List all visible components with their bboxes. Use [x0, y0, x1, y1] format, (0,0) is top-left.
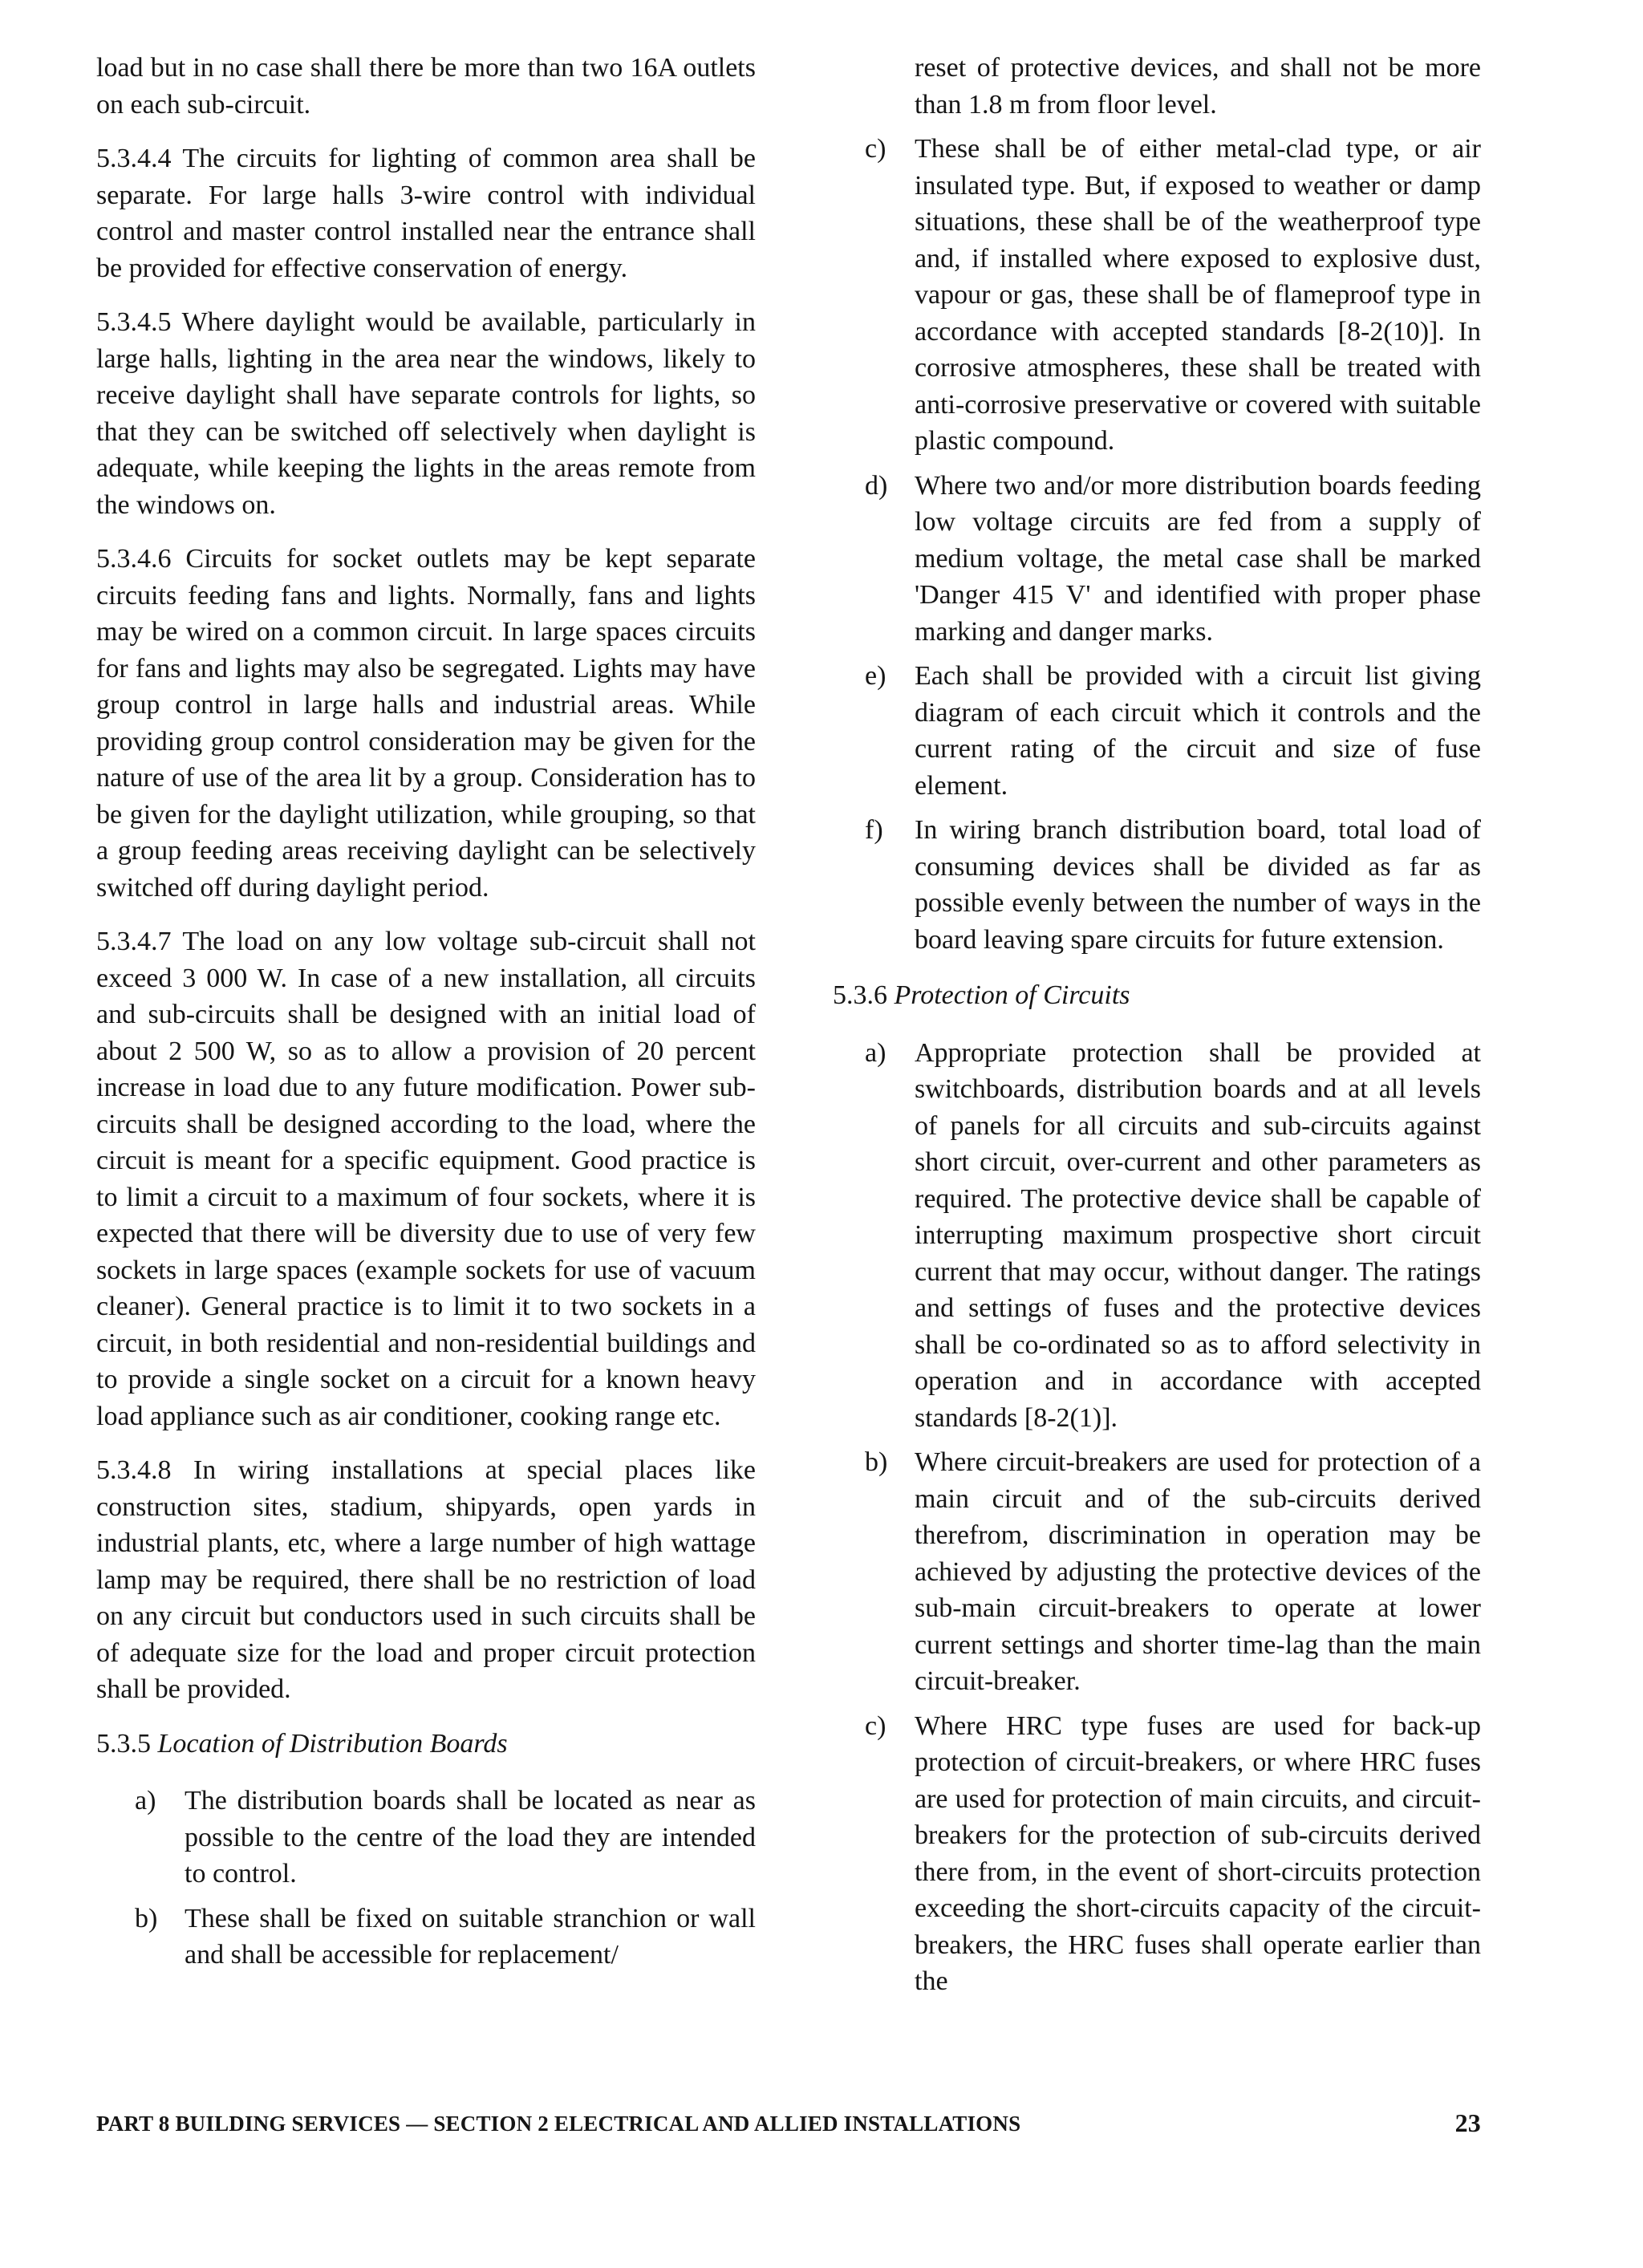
clause-number: 5.3.4.8 [96, 1455, 172, 1485]
clause-5-3-4-7 [96, 923, 756, 1434]
section-number: 5.3.5 [96, 1728, 151, 1759]
list-item-label: a) [135, 1786, 156, 1816]
section-heading-5-3-6 [833, 977, 1481, 1014]
clause-number: 5.3.4.4 [96, 144, 172, 173]
section-5-3-6-list [833, 1035, 1481, 2000]
clause-number: 5.3.4.5 [96, 307, 172, 337]
clause-text: The circuits for lighting of common area shall be separate. For large halls 3-wire control with individual control and master control installed near the entrance shall be provided for effective conservation of energy. [96, 144, 756, 283]
clause-5-3-4-4 [96, 140, 756, 286]
list-item-label: b) [865, 1447, 888, 1477]
section-title: Protection of Circuits [894, 980, 1130, 1010]
list-item [833, 1708, 1481, 2000]
clause-number: 5.3.4.7 [96, 927, 172, 956]
section-number: 5.3.6 [833, 980, 887, 1010]
list-item-text: Where HRC type fuses are used for back-up protection of circuit-breakers, or where HRC fuses are used for protection of main circuits, and circuit-breakers for the protection of sub-circuits derived there from, in the event of short-circuits protection exceeding the short-circuits capacity of the circuit-breakers, the HRC fuses shall operate earlier than the [915, 1710, 1481, 1996]
list-item [833, 131, 1481, 460]
list-item-text: reset of protective devices, and shall not be more than 1.8 m from floor level. [915, 53, 1481, 120]
section-5-3-5-list-continued [833, 50, 1481, 958]
clause-5-3-4-5 [96, 304, 756, 523]
clause-5-3-4-6 [96, 541, 756, 906]
list-item [96, 1901, 756, 1974]
list-item [96, 1783, 756, 1893]
left-column [96, 50, 756, 1993]
clause-text: The load on any low voltage sub-circuit shall not exceed 3 000 W. In case of a new installation, all circuits and sub-circuits shall be designed with an initial load of about 2 500 W, so as to allow a provision of 20 percent increase in load due to any future modification. Power sub-circuits shall be designed according to the load, where the circuit is meant for a specific equipment. Good practice is to limit a circuit to a maximum of four sockets, where it is expected that there will be diversity due to use of very few sockets in large spaces (example sockets for use of vacuum cleaner). General practice is to limit it to two sockets in a circuit, in both residential and non-residential buildings and to provide a single socket on a circuit for a known heavy load appliance such as air conditioner, cooking range etc. [96, 927, 756, 1431]
list-item [833, 658, 1481, 804]
list-item-label: a) [865, 1037, 886, 1068]
clause-number: 5.3.4.6 [96, 544, 172, 574]
list-item-label: c) [865, 1710, 886, 1741]
list-item [833, 1444, 1481, 1700]
list-item [833, 468, 1481, 651]
list-item-text: In wiring branch distribution board, total load of consuming devices shall be divided as far as possible evenly between the number of ways in the board leaving spare circuits for future extension. [915, 815, 1481, 955]
paragraph-continuation: load but in no case shall there be more than two 16A outlets on each sub-circuit. [96, 53, 756, 120]
list-item-text: These shall be fixed on suitable stranchion or wall and shall be accessible for replacement/ [185, 1903, 756, 1970]
list-item-label: c) [865, 134, 886, 164]
list-item [833, 1035, 1481, 1437]
clause-5-3-4-8 [96, 1452, 756, 1708]
page-number: 23 [1454, 2108, 1481, 2137]
clause-text: In wiring installations at special places like construction sites, stadium, shipyards, open yards in industrial plants, etc, where a large number of high wattage lamp may be required, there shall be no restriction of load on any circuit but conductors used in such circuits shall be of adequate size for the load and proper circuit protection shall be provided. [96, 1455, 757, 1704]
footer-title: PART 8 BUILDING SERVICES — SECTION 2 ELECTRICAL AND ALLIED INSTALLATIONS [96, 2112, 1021, 2136]
list-item-continuation [833, 50, 1481, 123]
right-column [833, 50, 1481, 2019]
clause-text: Circuits for socket outlets may be kept separate circuits feeding fans and lights. Normally, fans and lights may be wired on a common circuit. In large spaces circuits for fans and lights may also be segregated. Lights may have group control in large halls and industrial areas. While providing group control consideration may be given for the nature of use of the area lit by a group. Consideration has to be given for the daylight utilization, while grouping, so that a group feeding areas receiving daylight can be selectively switched off during daylight period. [96, 544, 757, 903]
list-item-text: Appropriate protection shall be provided at switchboards, distribution boards and at all levels of panels for all circuits and sub-circuits against short circuit, over-current and other parameters as required. The protective device shall be capable of interrupting maximum prospective short circuit current that may occur, without danger. The ratings and settings of fuses and the protective devices shall be co-ordinated so as to afford selectivity in operation and in accordance with accepted standards [8-2(1)]. [915, 1037, 1481, 1433]
list-item-text: These shall be of either metal-clad type, or air insulated type. But, if exposed to weather or damp situations, these shall be of the weatherproof type and, if installed where exposed to explosive dust, vapour or gas, these shall be of flameproof type in accordance with accepted standards [8-2(10)]. In corrosive atmospheres, these shall be treated with anti-corrosive preservative or covered with suitable plastic compound. [915, 134, 1481, 456]
list-item-text: Where two and/or more distribution boards feeding low voltage circuits are fed from a supply of medium voltage, the metal case shall be marked 'Danger 415 V' and identified with proper phase marking and danger marks. [915, 470, 1481, 647]
list-item-label: d) [865, 470, 888, 501]
page-footer [96, 2108, 1481, 2137]
list-item-text: Each shall be provided with a circuit list giving diagram of each circuit which it controls and the current rating of the circuit and size of fuse element. [915, 661, 1481, 801]
list-item-text: Where circuit-breakers are used for protection of a main circuit and of the sub-circuits derived therefrom, discrimination in operation may be achieved by adjusting the protective devices of the sub-main circuit-breakers to operate at lower current settings and shorter time-lag than the main circuit-breaker. [915, 1447, 1481, 1696]
list-item-label: e) [865, 661, 886, 691]
section-title: Location of Distribution Boards [157, 1728, 508, 1759]
list-item-label: f) [865, 815, 883, 845]
section-5-3-5-list [96, 1783, 756, 1974]
list-item-text: The distribution boards shall be located as near as possible to the centre of the load they are intended to control. [185, 1786, 756, 1889]
list-item-label: b) [135, 1903, 158, 1933]
list-item [833, 812, 1481, 958]
clause-text: Where daylight would be available, particularly in large halls, lighting in the area near the windows, likely to receive daylight shall have separate controls for lights, so that they can be switched off selectively when daylight is adequate, while keeping the lights in the areas remote from the windows on. [96, 307, 757, 520]
section-heading-5-3-5 [96, 1726, 756, 1763]
